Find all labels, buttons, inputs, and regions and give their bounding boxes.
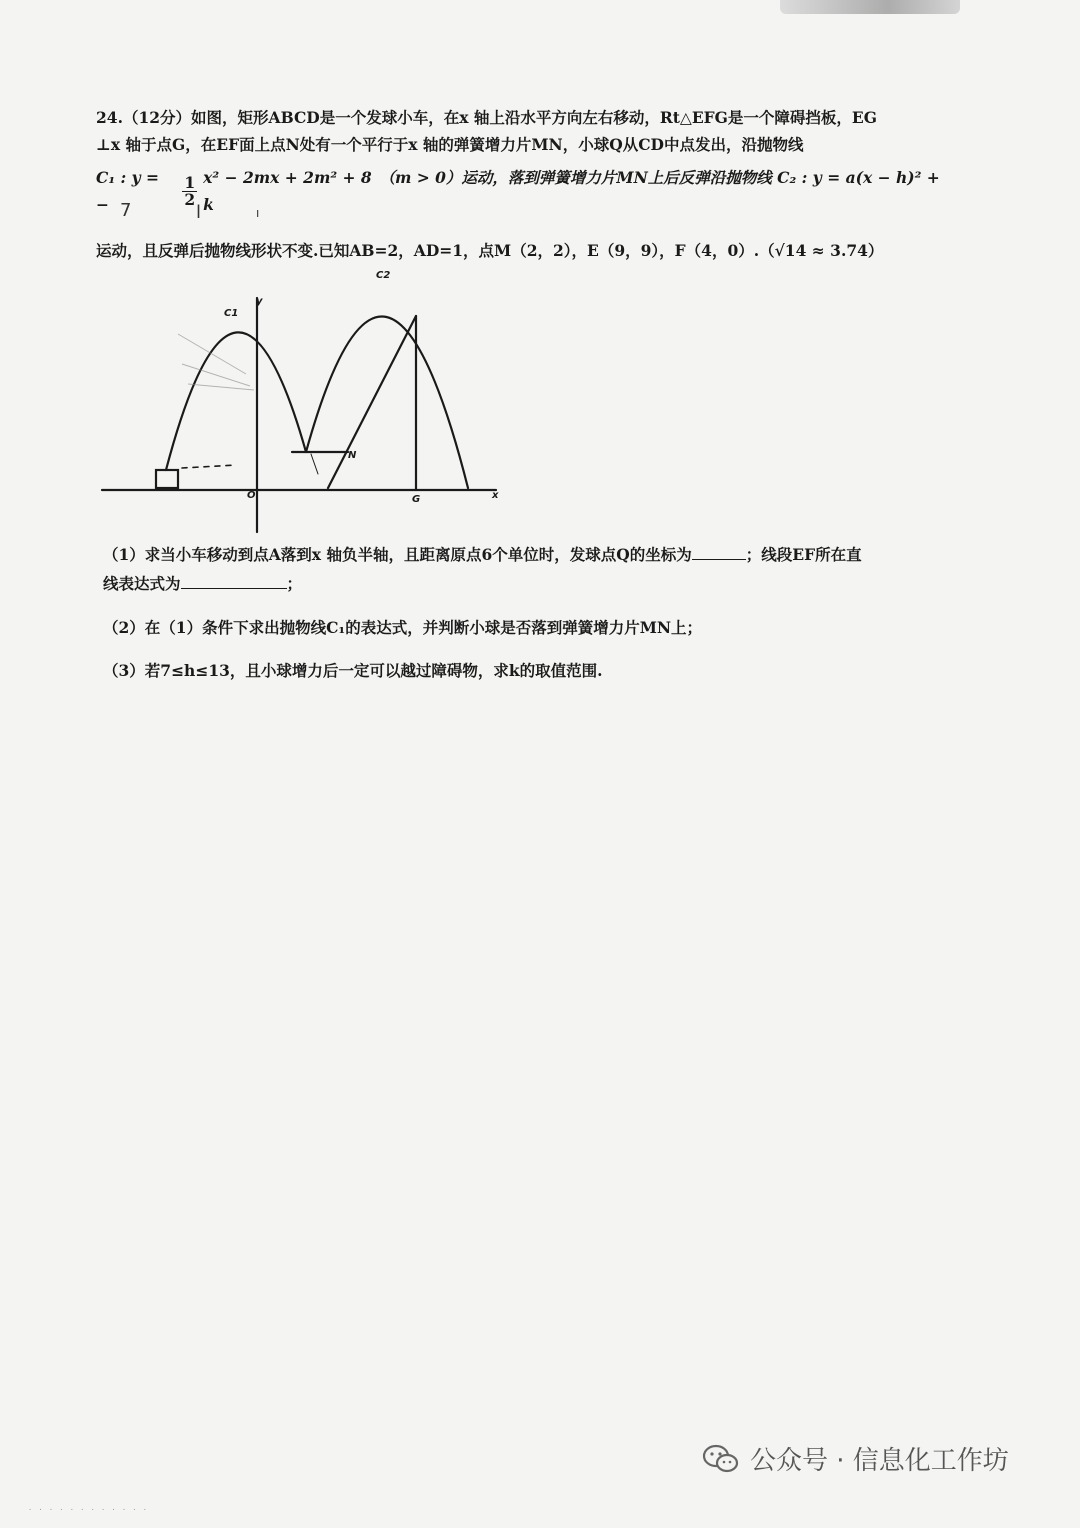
parabola-formula-line [96,164,946,218]
segment-ef [328,316,416,488]
problem-line-1: 24.（12分）如图，矩形ABCD是一个发球小车，在x 轴上沿水平方向左右移动，Rt△EFG是一个障碍挡板，EG [96,108,877,127]
formula-main: x² − 2mx + 2m² + 8 （m > 0）运动，落到弹簧增力片MN上后反弹沿抛物线 C₂ : y = a(x − h)² + k [203,168,940,215]
watermark-text: 公众号 · 信息化工作坊 [750,1446,1009,1476]
scanner-mark: · · · · · · · · · · · · [28,1506,148,1514]
label-origin: O [247,490,256,501]
label-n: N [348,450,357,461]
dashed-sketch-line [182,465,236,468]
question-1-part-a: （1）求当小车移动到点A落到x 轴负半轴，且距离原点6个单位时，发球点Q的坐标为 [103,545,692,564]
label-c2: C2 [376,270,391,281]
questions [103,540,943,700]
parabola-c2 [306,316,468,488]
question-1-part-b: ；线段EF所在直 [745,545,862,564]
handwriting-mark-1: 7 [120,200,132,221]
pencil-tick [311,454,318,474]
answer-blank-ef-expression[interactable] [181,574,287,589]
pencil-mark-3 [188,384,254,390]
question-1-part-d: ； [286,574,303,594]
pencil-mark-1 [178,334,246,374]
problem-figure [96,264,516,536]
formula-prefix: C₁ : y = − [96,168,160,215]
label-g: G [412,494,421,505]
fraction-numerator: 1 [184,172,196,192]
question-1-part-c: 线表达式为 [103,574,181,594]
question-3: （3）若7≤h≤13，且小球增力后一定可以越过障碍物，求k的取值范围. [103,661,603,681]
handwriting-mark-3: ı [256,206,260,220]
problem-line-2: ⊥x 轴于点G，在EF面上点N处有一个平行于x 轴的弹簧增力片MN，小球Q从CD中点发出，沿抛物线 [96,135,804,155]
watermark [702,1440,1009,1477]
label-x-axis: x [492,490,499,501]
question-2: （2）在（1）条件下求出抛物线C₁的表达式，并判断小球是否落到弹簧增力片MN上； [103,617,703,637]
fraction-one-half [182,172,197,209]
parabola-c1 [166,332,306,470]
label-y-axis: y [256,296,263,307]
problem-statement [96,104,946,264]
answer-blank-q-coordinate[interactable] [692,545,746,560]
header-fragment [780,0,960,14]
handwriting-mark-2: l [196,202,202,223]
wechat-icon [702,1443,740,1475]
label-c1: C1 [224,308,239,319]
pencil-mark-2 [182,364,250,386]
fraction-denominator: 2 [184,189,196,209]
question-1 [103,540,943,599]
problem-line-4: 运动，且反弹后抛物线形状不变.已知AB=2，AD=1，点M（2，2），E（9，9），F（4，0）.（√14 ≈ 3.74） [96,240,884,260]
car-rectangle [156,470,178,488]
